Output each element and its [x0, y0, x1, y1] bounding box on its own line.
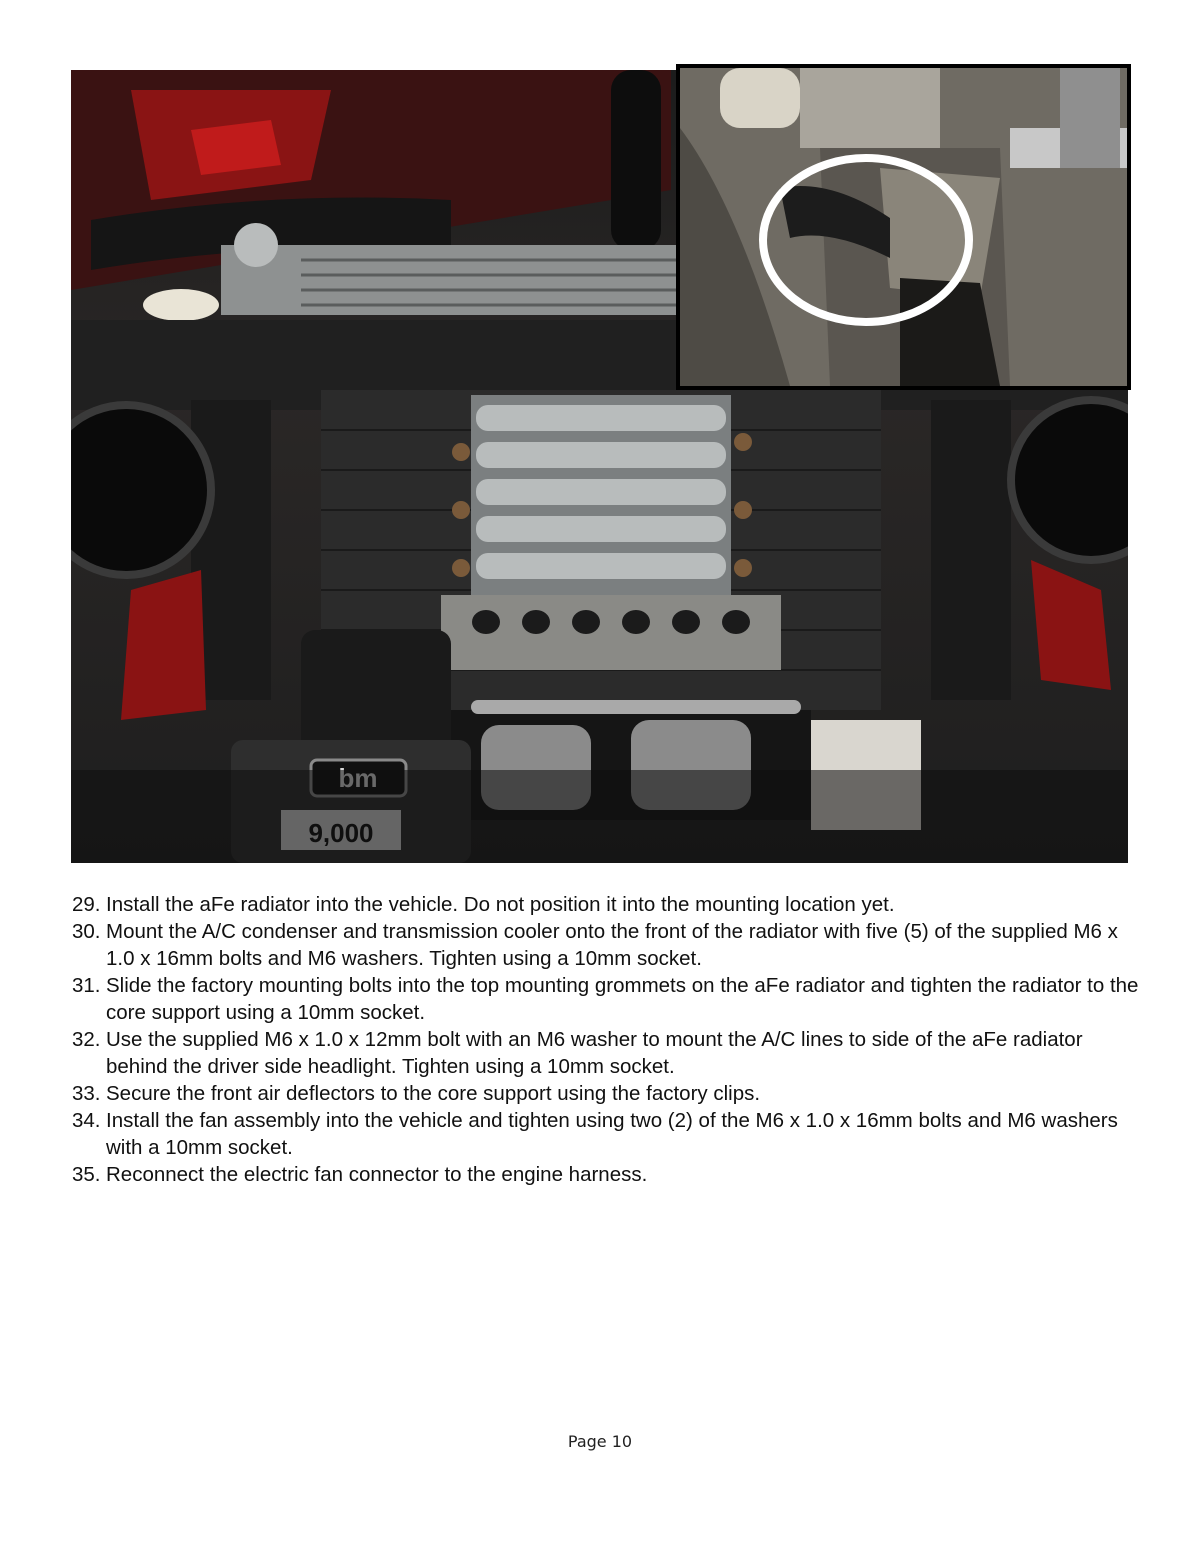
step-text: Install the fan assembly into the vehicle and tighten using two (2) of the M6 x 1.0 x 16mm bolts and M6 washers with a 10mm socket.	[106, 1109, 1118, 1159]
step-text: Secure the front air deflectors to the core support using the factory clips.	[106, 1082, 761, 1105]
list-item	[72, 1161, 1142, 1188]
step-text: Mount the A/C condenser and transmission cooler onto the front of the radiator with five (5) of the supplied M6 x 1.0 x 16mm bolts and M6 washers. Tighten using a 10mm socket.	[106, 920, 1118, 970]
step-number: 29.	[72, 893, 101, 916]
step-number: 31.	[72, 974, 101, 997]
list-item	[72, 972, 1142, 1026]
list-item	[72, 918, 1142, 972]
step-number: 30.	[72, 920, 101, 943]
inset-illustration	[680, 68, 1127, 386]
step-text: Slide the factory mounting bolts into the top mounting grommets on the aFe radiator and tighten the radiator to the core support using a 10mm socket.	[106, 974, 1139, 1024]
step-number: 34.	[72, 1109, 101, 1132]
inset-closeup-photo	[676, 64, 1131, 390]
left-headlight	[71, 405, 211, 575]
step-number: 32.	[72, 1028, 101, 1051]
right-headlight	[1011, 400, 1128, 560]
instruction-steps	[72, 891, 1142, 1188]
step-number: 35.	[72, 1163, 101, 1186]
list-item	[72, 1107, 1142, 1161]
step-text: Use the supplied M6 x 1.0 x 12mm bolt with an M6 washer to mount the A/C lines to side of the aFe radiator behind the driver side headlight. Tighten using a 10mm socket.	[106, 1028, 1083, 1078]
list-item	[72, 1026, 1142, 1080]
step-number: 33.	[72, 1082, 101, 1105]
list-item	[72, 1080, 1142, 1107]
step-text: Reconnect the electric fan connector to the engine harness.	[106, 1163, 648, 1186]
transmission-cooler	[452, 395, 752, 595]
list-item	[72, 891, 1142, 918]
page-number: Page 10	[567, 1432, 633, 1451]
step-text: Install the aFe radiator into the vehicle. Do not position it into the mounting location yet.	[106, 893, 895, 916]
